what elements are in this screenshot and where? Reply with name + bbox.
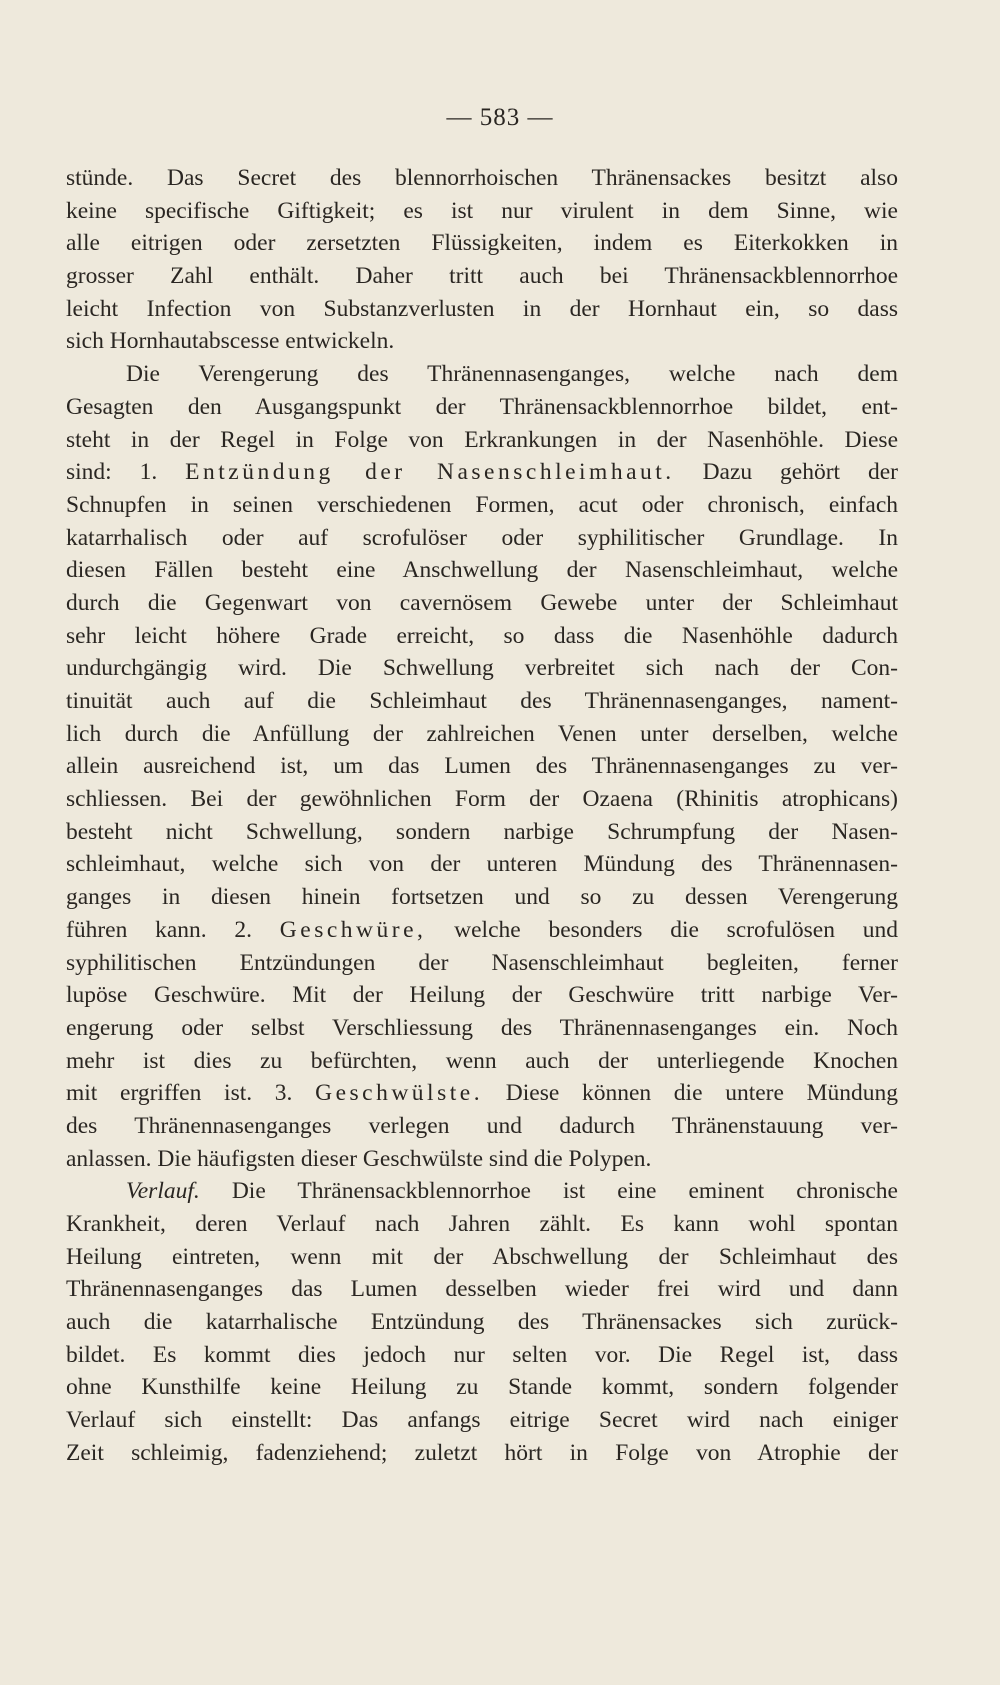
line-text: Zeit schleimig, fadenziehend; zuletzt hört in Folge von Atrophie der xyxy=(66,1439,898,1466)
line-text: grosser Zahl enthält. Daher tritt auch bei Thränensackblennorrhoe xyxy=(66,263,898,290)
line-text: schliessen. Bei der gewöhnlichen Form der Ozaena (Rhinitis atrophicans) xyxy=(66,786,898,813)
line-text: des Thränennasenganges verlegen und dadurch Thränenstauung ver- xyxy=(66,1112,898,1139)
text-line xyxy=(66,1045,898,1078)
line-text: diesen Fällen besteht eine Anschwellung der Nasenschleimhaut, welche xyxy=(66,557,898,584)
line-text: lupöse Geschwüre. Mit der Heilung der Geschwüre tritt narbige Ver- xyxy=(66,982,898,1009)
text-line xyxy=(66,718,898,751)
line-text: schleimhaut, welche sich von der unteren Mündung des Thränennasen- xyxy=(66,851,898,878)
line-text: anlassen. Die häufigsten dieser Geschwülste sind die Polypen. xyxy=(66,1145,652,1172)
line-text: leicht Infection von Substanzverlusten in der Hornhaut ein, so dass xyxy=(66,295,898,322)
text-line xyxy=(66,750,898,783)
line-text: alle eitrigen oder zersetzten Flüssigkeiten, indem es Eiterkokken in xyxy=(66,230,898,257)
line-text: lich durch die Anfüllung der zahlreichen Venen unter derselben, welche xyxy=(66,720,898,747)
text-line xyxy=(66,456,898,489)
line-text: besteht nicht Schwellung, sondern narbige Schrumpfung der Nasen- xyxy=(66,818,898,845)
line-text: syphilitischen Entzündungen der Nasenschleimhaut begleiten, ferner xyxy=(66,949,898,976)
line-text: steht in der Regel in Folge von Erkrankungen in der Nasenhöhle. Diese xyxy=(66,426,898,453)
text-line xyxy=(66,489,898,522)
text-line xyxy=(66,848,898,881)
line-text: Gesagten den Ausgangspunkt der Thränensackblennorrhoe bildet, ent- xyxy=(66,393,898,420)
line-text-post: Die Thränensackblennorrhoe ist eine eminent chronische xyxy=(199,1178,898,1205)
line-text-post: Diese können die untere Mündung xyxy=(483,1080,898,1107)
text-line xyxy=(66,620,898,653)
line-text: Thränennasenganges das Lumen desselben wieder frei wird und dann xyxy=(66,1276,898,1303)
line-text-pre: führen kann. 2. xyxy=(66,916,280,943)
line-text: sehr leicht höhere Grade erreicht, so dass die Nasenhöhle dadurch xyxy=(66,622,898,649)
text-line xyxy=(66,162,898,195)
spaced-emphasis: Geschwüre, xyxy=(279,916,427,943)
line-text: stünde. Das Secret des blennorrhoischen Thränensackes besitzt also xyxy=(66,165,898,191)
line-text-post: welche besonders die scrofulösen und xyxy=(426,916,898,943)
line-text: allein ausreichend ist, um das Lumen des Thränennasenganges zu ver- xyxy=(66,753,898,780)
line-text: ganges in diesen hinein fortsetzen und so zu dessen Verengerung xyxy=(66,884,898,911)
text-line xyxy=(66,652,898,685)
line-text: bildet. Es kommt dies jedoch nur selten vor. Die Regel ist, dass xyxy=(66,1341,898,1368)
line-text: keine specifische Giftigkeit; es ist nur virulent in dem Sinne, wie xyxy=(66,197,898,224)
text-line xyxy=(66,522,898,555)
text-line xyxy=(66,1371,898,1404)
text-line xyxy=(66,260,898,293)
italic-heading: Verlauf. xyxy=(126,1178,200,1205)
text-line xyxy=(66,293,898,326)
text-line xyxy=(66,881,898,914)
line-text-post: Dazu gehört der xyxy=(674,459,898,486)
text-line xyxy=(66,1077,898,1110)
text-line xyxy=(66,195,898,228)
text-line xyxy=(66,1175,898,1208)
text-line xyxy=(66,1273,898,1306)
text-line xyxy=(66,587,898,620)
text-line xyxy=(66,1110,898,1143)
line-text: engerung oder selbst Verschliessung des Thränennasenganges ein. Noch xyxy=(66,1014,898,1041)
line-text: Schnupfen in seinen verschiedenen Formen, acut oder chronisch, einfach xyxy=(66,491,898,518)
line-text: katarrhalisch oder auf scrofulöser oder syphilitischer Grundlage. In xyxy=(66,524,898,551)
line-text: auch die katarrhalische Entzündung des Thränensackes sich zurück- xyxy=(66,1309,898,1336)
text-line xyxy=(66,554,898,587)
text-line xyxy=(66,1404,898,1437)
line-text-pre: sind: 1. xyxy=(66,459,186,486)
text-line xyxy=(66,947,898,980)
line-text: sich Hornhautabscesse entwickeln. xyxy=(66,328,395,355)
body-text xyxy=(66,162,898,1470)
page-number: — 583 — xyxy=(446,104,554,131)
text-line xyxy=(66,1437,898,1470)
text-line xyxy=(66,325,898,358)
text-line xyxy=(66,1339,898,1372)
text-line xyxy=(66,1143,898,1176)
text-line xyxy=(66,391,898,424)
text-line xyxy=(66,914,898,947)
line-text-pre: mit ergriffen ist. 3. xyxy=(66,1080,316,1107)
text-line xyxy=(66,783,898,816)
line-text: mehr ist dies zu befürchten, wenn auch der unterliegende Knochen xyxy=(66,1047,898,1074)
text-line xyxy=(66,979,898,1012)
text-line xyxy=(66,227,898,260)
spaced-emphasis: Geschwülste. xyxy=(315,1080,484,1107)
line-text: durch die Gegenwart von cavernösem Gewebe unter der Schleimhaut xyxy=(66,589,898,616)
line-text: Die Verengerung des Thränennasenganges, welche nach dem xyxy=(126,361,898,388)
text-line xyxy=(66,816,898,849)
text-line xyxy=(66,1208,898,1241)
text-line xyxy=(66,1012,898,1045)
line-text: undurchgängig wird. Die Schwellung verbreitet sich nach der Con- xyxy=(66,655,898,682)
line-text: Verlauf sich einstellt: Das anfangs eitrige Secret wird nach einiger xyxy=(66,1407,898,1434)
text-line xyxy=(66,1241,898,1274)
text-line xyxy=(66,1306,898,1339)
line-text: Krankheit, deren Verlauf nach Jahren zählt. Es kann wohl spontan xyxy=(66,1211,898,1237)
text-line xyxy=(66,424,898,457)
spaced-emphasis: Entzündung der Nasenschleimhaut. xyxy=(185,459,675,486)
line-text: ohne Kunsthilfe keine Heilung zu Stande kommt, sondern folgender xyxy=(66,1374,898,1401)
line-text: tinuität auch auf die Schleimhaut des Thränennasenganges, nament- xyxy=(66,688,898,714)
text-line xyxy=(66,358,898,391)
line-text: Heilung eintreten, wenn mit der Abschwellung der Schleimhaut des xyxy=(66,1243,898,1270)
text-line xyxy=(66,685,898,718)
